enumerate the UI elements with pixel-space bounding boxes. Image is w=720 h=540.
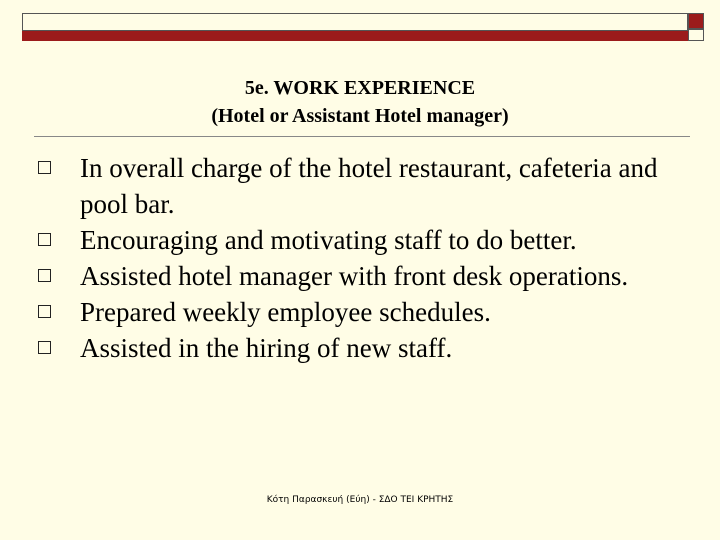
corner-square-filled — [688, 13, 704, 29]
corner-decoration — [686, 13, 706, 41]
bullet-text: Assisted hotel manager with front desk operations. — [80, 261, 629, 291]
hollow-square-icon — [38, 161, 51, 174]
slide-footer: Κότη Παρασκευή (Εύη) - ΣΔΟ ΤΕΙ ΚΡΗΤΗΣ — [266, 495, 454, 505]
hollow-square-icon — [38, 341, 51, 354]
bullet-text: In overall charge of the hotel restaurant, cafeteria and pool bar. — [80, 153, 658, 219]
slide-title-line1: 5e. WORK EXPERIENCE — [244, 77, 476, 99]
bullet-item — [38, 222, 688, 258]
hollow-square-icon — [38, 269, 51, 282]
bullet-text: Prepared weekly employee schedules. — [80, 297, 491, 327]
bullet-text: Encouraging and motivating staff to do better. — [80, 225, 577, 255]
slide-title-line2: (Hotel or Assistant Hotel manager) — [211, 105, 509, 127]
slide-title — [0, 74, 720, 130]
header-decoration-bar — [22, 31, 688, 41]
bullet-item — [38, 294, 688, 330]
corner-square-outline — [688, 29, 704, 41]
bullet-item — [38, 330, 688, 366]
hollow-square-icon — [38, 305, 51, 318]
header-decoration-band — [22, 13, 688, 31]
title-divider — [34, 136, 690, 137]
bullet-text: Assisted in the hiring of new staff. — [80, 333, 453, 363]
bullet-item — [38, 258, 688, 294]
bullet-item — [38, 150, 688, 222]
hollow-square-icon — [38, 233, 51, 246]
bullet-list — [38, 150, 688, 366]
